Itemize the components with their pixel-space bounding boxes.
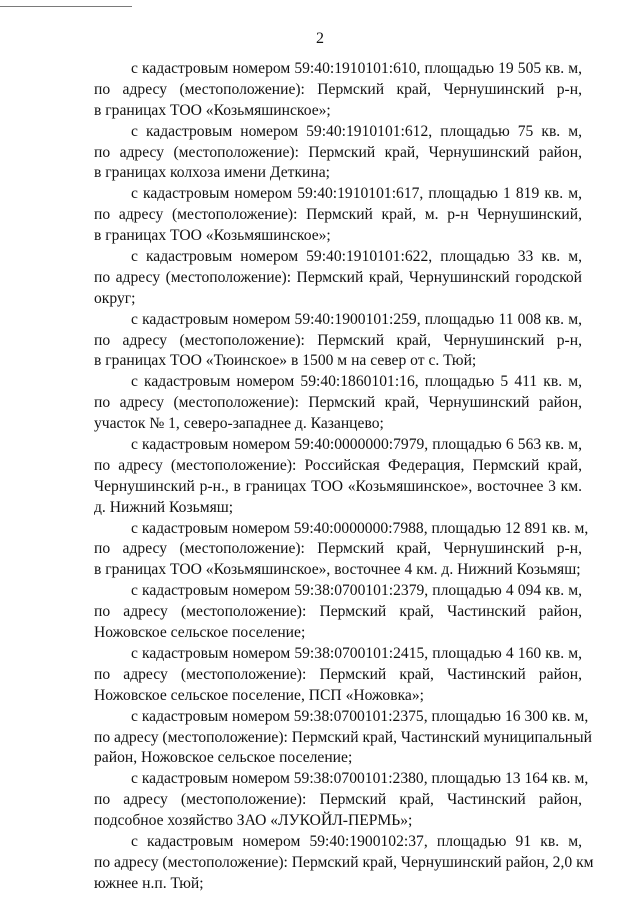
text-line: с кадастровым номером 59:40:1910101:610, площадью 19 505 кв. м, — [131, 60, 582, 77]
text-line: с кадастровым номером 59:38:0700101:2375, площадью 16 300 кв. м, — [131, 707, 589, 725]
document-body — [94, 59, 594, 895]
paragraph-entry — [94, 372, 582, 435]
paragraph-entry — [94, 832, 594, 895]
paragraph-entry — [94, 59, 582, 122]
paragraph-entry — [94, 707, 592, 770]
text-line: подсобное хозяйство ЗАО «ЛУКОЙЛ-ПЕРМЬ»; — [94, 812, 413, 830]
paragraph-entry — [94, 435, 582, 519]
text-line: с кадастровым номером 59:38:0700101:2415, площадью 4 160 кв. м, — [131, 644, 582, 662]
page-number: 2 — [316, 30, 324, 47]
text-line: с кадастровым номером 59:40:1860101:16, площадью 5 411 кв. м, — [131, 373, 582, 391]
text-line: с кадастровым номером 59:40:0000000:7988, площадью 12 891 кв. м, — [131, 519, 589, 537]
text-line: по адресу (местоположение): Пермский край, Частинский район, — [94, 665, 582, 683]
paragraph-entry — [94, 122, 582, 185]
paragraph-entry — [94, 247, 582, 310]
text-line: по адресу (местоположение): Пермский край, Чернушинский р-н, — [94, 80, 582, 98]
text-line: с кадастровым номером 59:40:1900101:259, площадью 11 008 кв. м, — [131, 310, 582, 328]
text-line: южнее н.п. Тюй; — [94, 874, 204, 892]
text-line: по адресу (местоположение): Пермский край, Частинский район, — [94, 603, 582, 621]
top-rule — [0, 6, 132, 7]
paragraph-entry — [94, 769, 589, 832]
paragraph-entry — [94, 310, 582, 373]
text-line: по адресу (местоположение): Пермский край, Чернушинский городской — [94, 268, 582, 286]
text-line: д. Нижний Козьмяш; — [94, 498, 234, 516]
text-line: с кадастровым номером 59:38:0700101:2379, площадью 4 094 кв. м, — [131, 582, 582, 600]
text-line: по адресу (местоположение): Российская Федерация, Пермский край, — [94, 456, 582, 474]
text-line: по адресу (местоположение): Пермский край, Чернушинский р-н, — [94, 540, 582, 558]
paragraph-entry — [94, 581, 582, 644]
text-line: с кадастровым номером 59:40:1910101:622, площадью 33 кв. м, — [131, 248, 582, 266]
text-line: Ножовское сельское поселение; — [94, 624, 306, 642]
text-line: по адресу (местоположение): Пермский край, Частинский муниципальный — [94, 728, 592, 746]
paragraph-entry — [94, 644, 582, 707]
text-line: с кадастровым номером 59:40:1910101:617, площадью 1 819 кв. м, — [131, 185, 582, 203]
text-line: район, Ножовское сельское поселение; — [94, 749, 353, 767]
text-line: в границах ТОО «Козьмяшинское», восточнее 4 км. д. Нижний Козьмяш; — [94, 561, 581, 579]
text-line: с кадастровым номером 59:40:1900102:37, площадью 91 кв. м, — [131, 832, 582, 850]
text-line: с кадастровым номером 59:38:0700101:2380, площадью 13 164 кв. м, — [131, 770, 589, 788]
paragraph-entry — [94, 184, 582, 247]
text-line: по адресу (местоположение): Пермский край, Чернушинский р-н, — [94, 331, 582, 349]
text-line: с кадастровым номером 59:40:1910101:612, площадью 75 кв. м, — [131, 122, 582, 140]
text-line: в границах ТОО «Тюинское» в 1500 м на север от с. Тюй; — [94, 352, 477, 370]
text-line: участок № 1, северо-западнее д. Казанцево; — [94, 415, 384, 433]
text-line: в границах колхоза имени Деткина; — [94, 164, 330, 182]
text-line: по адресу (местоположение): Пермский край, м. р-н Чернушинский, — [94, 206, 582, 224]
text-line: по адресу (местоположение): Пермский край, Чернушинский район, 2,0 км — [94, 853, 594, 871]
text-line: Ножовское сельское поселение, ПСП «Ножовка»; — [94, 686, 424, 704]
text-line: по адресу (местоположение): Пермский край, Чернушинский район, — [94, 394, 582, 412]
text-line: с кадастровым номером 59:40:0000000:7979, площадью 6 563 кв. м, — [131, 436, 582, 454]
text-line: округ; — [94, 289, 136, 307]
text-line: Чернушинский р-н., в границах ТОО «Козьмяшинское», восточнее 3 км. — [94, 477, 582, 495]
text-line: по адресу (местоположение): Пермский край, Чернушинский район, — [94, 143, 582, 161]
text-line: по адресу (местоположение): Пермский край, Частинский район, — [94, 791, 582, 809]
paragraph-entry — [94, 519, 589, 582]
text-line: в границах ТОО «Козьмяшинское»; — [94, 101, 331, 119]
text-line: в границах ТОО «Козьмяшинское»; — [94, 227, 331, 245]
